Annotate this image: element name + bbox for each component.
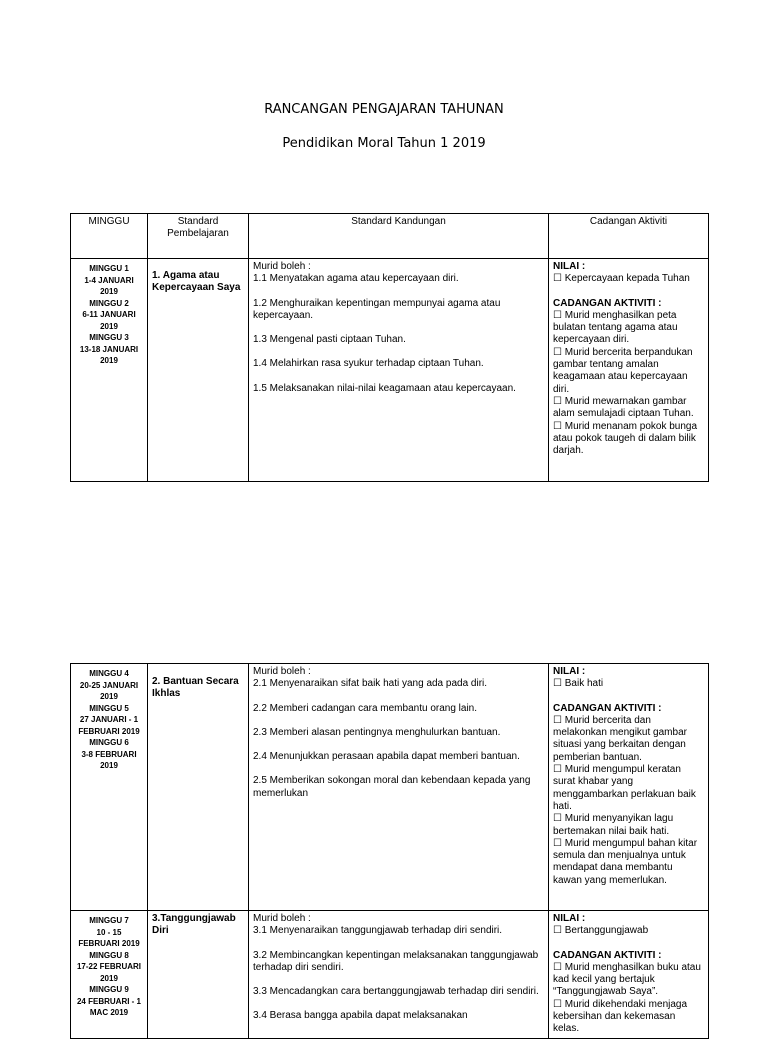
minggu-cell: MINGGU 7 10 - 15 FEBRUARI 2019 MINGGU 8 17-22 FEBRUARI 2019 MINGGU 9 24 FEBRUARI - 1 MAC 2019 [71,911,148,1039]
plan-table-page-2 [70,663,709,1039]
document-subtitle: Pendidikan Moral Tahun 1 2019 [282,136,486,151]
document-title: RANCANGAN PENGAJARAN TAHUNAN [264,102,504,117]
header-minggu: MINGGU [71,214,148,259]
kandungan-cell: Murid boleh : 2.1 Menyenaraikan sifat baik hati yang ada pada diri. 2.2 Memberi cadangan cara membantu orang lain. 2.3 Memberi alasan pentingnya menghulurkan bantuan. 2.4 Menunjukkan perasaan apabila dapat memberi bantuan. 2.5 Memberikan sokongan moral dan kebendaan kepada yang memerlukan [249,664,549,911]
table-row [71,911,709,1039]
aktiviti-cell: NILAI : ☐ Bertanggungjawab CADANGAN AKTIVITI : ☐ Murid menghasilkan buku atau kad kecil yang bertajuk “Tanggungjawab Saya”. ☐ Murid dikehendaki menjaga kebersihan dan kekemasan kelas. [549,911,709,1039]
table-row [71,259,709,482]
header-standard-kandungan: Standard Kandungan [249,214,549,259]
tema-title: 2. Bantuan Secara Ikhlas [152,676,239,700]
aktiviti-cell: NILAI : ☐ Baik hati CADANGAN AKTIVITI : ☐ Murid bercerita dan melakonkan mengikut gambar situasi yang berkaitan dengan pemberian bantuan. ☐ Murid mengumpul keratan surat khabar yang menggambarkan perlakuan baik hati. ☐ Murid menyanyikan lagu bertemakan nilai baik hati. ☐ Murid mengumpul bahan kitar semula dan menjualnya untuk mendapat dana membantu kawan yang memerlukan. [549,664,709,911]
table-row [71,664,709,911]
tema-title: 3.Tanggungjawab Diri [152,913,236,937]
plan-table-page-1 [70,213,709,482]
table-header-row [71,214,709,259]
tema-cell [148,259,249,482]
header-cadangan-aktiviti: Cadangan Aktiviti [549,214,709,259]
minggu-cell: MINGGU 1 1-4 JANUARI 2019 MINGGU 2 6-11 JANUARI 2019 MINGGU 3 13-18 JANUARI 2019 [71,259,148,482]
kandungan-cell: Murid boleh : 1.1 Menyatakan agama atau kepercayaan diri. 1.2 Menghuraikan kepentingan mempunyai agama atau kepercayaan. 1.3 Mengenal pasti ciptaan Tuhan. 1.4 Melahirkan rasa syukur terhadap ciptaan Tuhan. 1.5 Melaksanakan nilai-nilai keagamaan atau kepercayaan. [249,259,549,482]
tema-cell [148,911,249,1039]
aktiviti-cell: NILAI : ☐ Kepercayaan kepada Tuhan CADANGAN AKTIVITI : ☐ Murid menghasilkan peta bulatan tentang agama atau kepercayaan diri. ☐ Murid bercerita berpandukan gambar tentang amalan keagamaan atau kepercayaan diri. ☐ Murid mewarnakan gambar alam semulajadi ciptaan Tuhan. ☐ Murid menanam pokok bunga atau pokok taugeh di dalam bilik darjah. [549,259,709,482]
kandungan-cell: Murid boleh : 3.1 Menyenaraikan tanggungjawab terhadap diri sendiri. 3.2 Membincangkan kepentingan melaksanakan tanggungjawab terhadap diri sendiri. 3.3 Mencadangkan cara bertanggungjawab terhadap diri sendiri. 3.4 Berasa bangga apabila dapat melaksanakan [249,911,549,1039]
header-standard-pembelajaran: Standard Pembelajaran [148,214,249,259]
tema-title: 1. Agama atau Kepercayaan Saya [152,270,241,294]
tema-cell [148,664,249,911]
minggu-cell: MINGGU 4 20-25 JANUARI 2019 MINGGU 5 27 JANUARI - 1 FEBRUARI 2019 MINGGU 6 3-8 FEBRUARI 2019 [71,664,148,911]
